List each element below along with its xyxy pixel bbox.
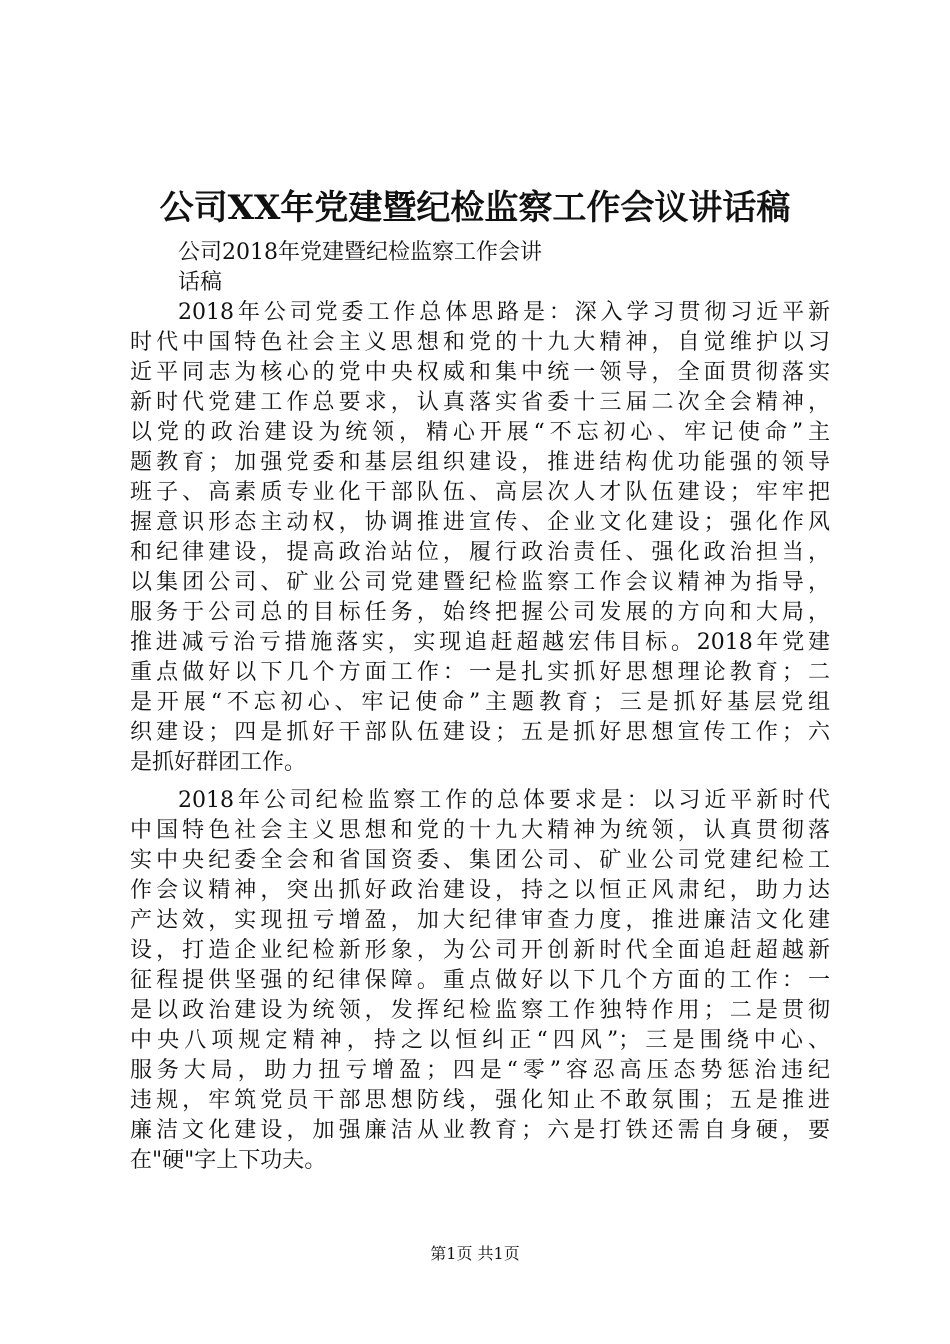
paragraph-line: 推进减亏治亏措施落实，实现追赶超越宏伟目标。2018年党建 <box>130 630 830 655</box>
paragraph-line: 时代中国特色社会主义思想和党的十九大精神，自觉维护以习 <box>130 330 830 355</box>
paragraph-line: 作会议精神，突出抓好政治建设，持之以恒正风肃纪，助力达 <box>130 878 830 903</box>
paragraph-line: 中央八项规定精神，持之以恒纠正“四风”；三是围绕中心、 <box>130 1028 830 1053</box>
document-title: 公司XX年党建暨纪检监察工作会议讲话稿 <box>159 188 791 228</box>
paragraph-line: 重点做好以下几个方面工作：一是扎实抓好思想理论教育；二 <box>130 660 830 685</box>
paragraph-discipline-inspection <box>130 786 830 1176</box>
document-subtitle <box>178 238 542 298</box>
paragraph-line: 服务于公司总的目标任务，始终把握公司发展的方向和大局， <box>130 600 830 625</box>
paragraph-line: 班子、高素质专业化干部队伍、高层次人才队伍建设；牢牢把 <box>130 480 830 505</box>
paragraph-line: 服务大局，助力扭亏增盈；四是“零”容忍高压态势惩治违纪 <box>130 1058 830 1083</box>
paragraph-line: 产达效，实现扭亏增盈，加大纪律审查力度，推进廉洁文化建 <box>130 908 830 933</box>
paragraph-line: 征程提供坚强的纪律保障。重点做好以下几个方面的工作：一 <box>130 968 830 993</box>
paragraph-line: 廉洁文化建设，加强廉洁从业教育；六是打铁还需自身硬，要 <box>130 1118 830 1143</box>
paragraph-line: 是以政治建设为统领，发挥纪检监察工作独特作用；二是贯彻 <box>130 998 830 1023</box>
paragraph-line: 2018年公司纪检监察工作的总体要求是：以习近平新时代 <box>178 788 830 813</box>
paragraph-line: 在"硬"字上下功夫。 <box>130 1148 327 1173</box>
paragraph-party-building <box>130 298 830 778</box>
paragraph-line: 违规，牢筑党员干部思想防线，强化知止不敢氛围；五是推进 <box>130 1088 830 1113</box>
paragraph-line: 中国特色社会主义思想和党的十九大精神为统领，认真贯彻落 <box>130 818 830 843</box>
paragraph-line: 近平同志为核心的党中央权威和集中统一领导，全面贯彻落实 <box>130 360 830 385</box>
paragraph-line: 以集团公司、矿业公司党建暨纪检监察工作会议精神为指导， <box>130 570 830 595</box>
paragraph-line: 是抓好群团工作。 <box>130 750 307 775</box>
subtitle-line: 公司2018年党建暨纪检监察工作会讲 <box>178 240 542 265</box>
paragraph-line: 握意识形态主动权，协调推进宣传、企业文化建设；强化作风 <box>130 510 830 535</box>
paragraph-line: 是开展“不忘初心、牢记使命”主题教育；三是抓好基层党组 <box>130 690 830 715</box>
paragraph-line: 实中央纪委全会和省国资委、集团公司、矿业公司党建纪检工 <box>130 848 830 873</box>
paragraph-line: 新时代党建工作总要求，认真落实省委十三届二次全会精神， <box>130 390 830 415</box>
paragraph-line: 题教育；加强党委和基层组织建设，推进结构优功能强的领导 <box>130 450 830 475</box>
subtitle-line: 话稿 <box>178 270 223 295</box>
paragraph-line: 设，打造企业纪检新形象，为公司开创新时代全面追赶超越新 <box>130 938 830 963</box>
paragraph-line: 织建设；四是抓好干部队伍建设；五是抓好思想宣传工作；六 <box>130 720 830 745</box>
paragraph-line: 和纪律建设，提高政治站位，履行政治责任、强化政治担当， <box>130 540 830 565</box>
paragraph-line: 2018年公司党委工作总体思路是：深入学习贯彻习近平新 <box>178 300 830 325</box>
paragraph-line: 以党的政治建设为统领，精心开展“不忘初心、牢记使命”主 <box>130 420 830 445</box>
page-footer: 第1页 共1页 <box>430 1244 520 1263</box>
